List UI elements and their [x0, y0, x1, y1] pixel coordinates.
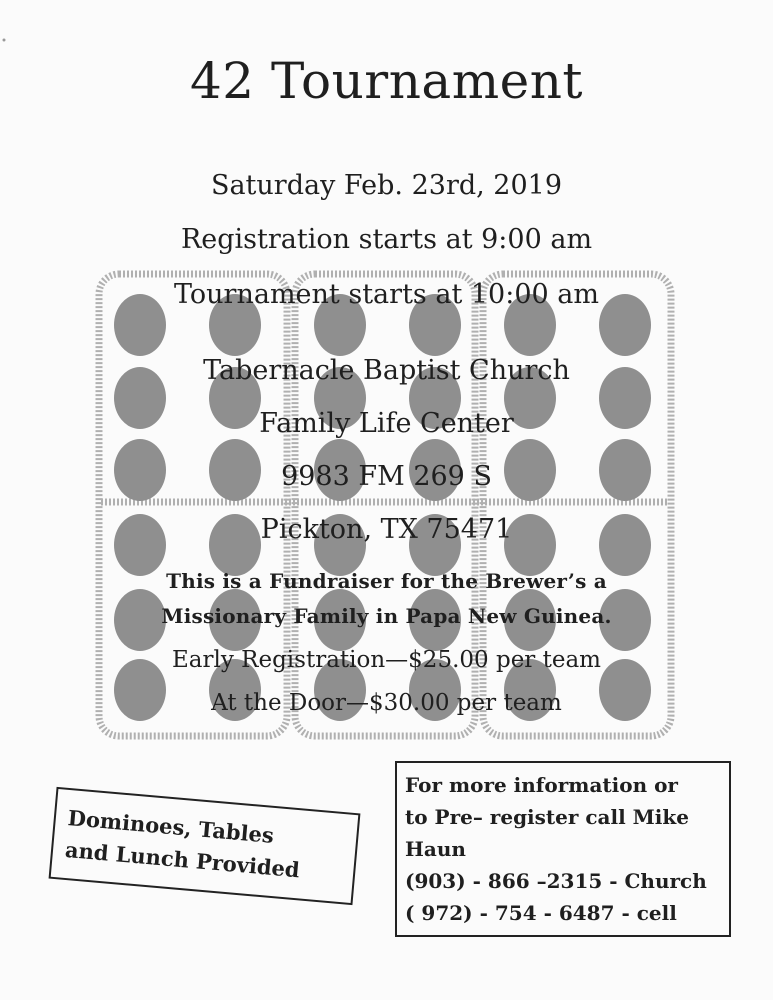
contact-line-3: Haun [405, 837, 466, 861]
provided-box [49, 787, 361, 905]
event-date: Saturday Feb. 23rd, 2019 [210, 170, 563, 201]
provided-line-1: Dominoes, Tables [66, 805, 275, 848]
fundraiser-line-1: This is a Fundraiser for the Brewer’s a [166, 569, 607, 593]
contact-line-1: For more information or [405, 773, 678, 797]
venue-city: Pickton, TX 75471 [260, 514, 513, 545]
registration-time: Registration starts at 9:00 am [180, 224, 593, 255]
provided-line-2: and Lunch Provided [64, 836, 301, 883]
early-registration-price: Early Registration—$25.00 per team [172, 647, 601, 673]
contact-box [395, 761, 731, 937]
venue-name: Tabernacle Baptist Church [203, 355, 570, 386]
contact-line-2: to Pre– register call Mike [405, 805, 689, 829]
scan-speck [0, 36, 8, 44]
contact-phone-cell: ( 972) - 754 - 6487 - cell [405, 901, 677, 925]
venue-street: 9983 FM 269 S [281, 461, 492, 492]
fundraiser-line-2: Missionary Family in Papa New Guinea. [161, 604, 612, 628]
page-title: 42 Tournament [190, 52, 583, 110]
tournament-time: Tournament starts at 10:00 am [174, 279, 599, 310]
venue-building: Family Life Center [259, 408, 514, 439]
contact-phone-church: (903) - 866 –2315 - Church [405, 869, 707, 893]
door-price: At the Door—$30.00 per team [211, 690, 562, 716]
